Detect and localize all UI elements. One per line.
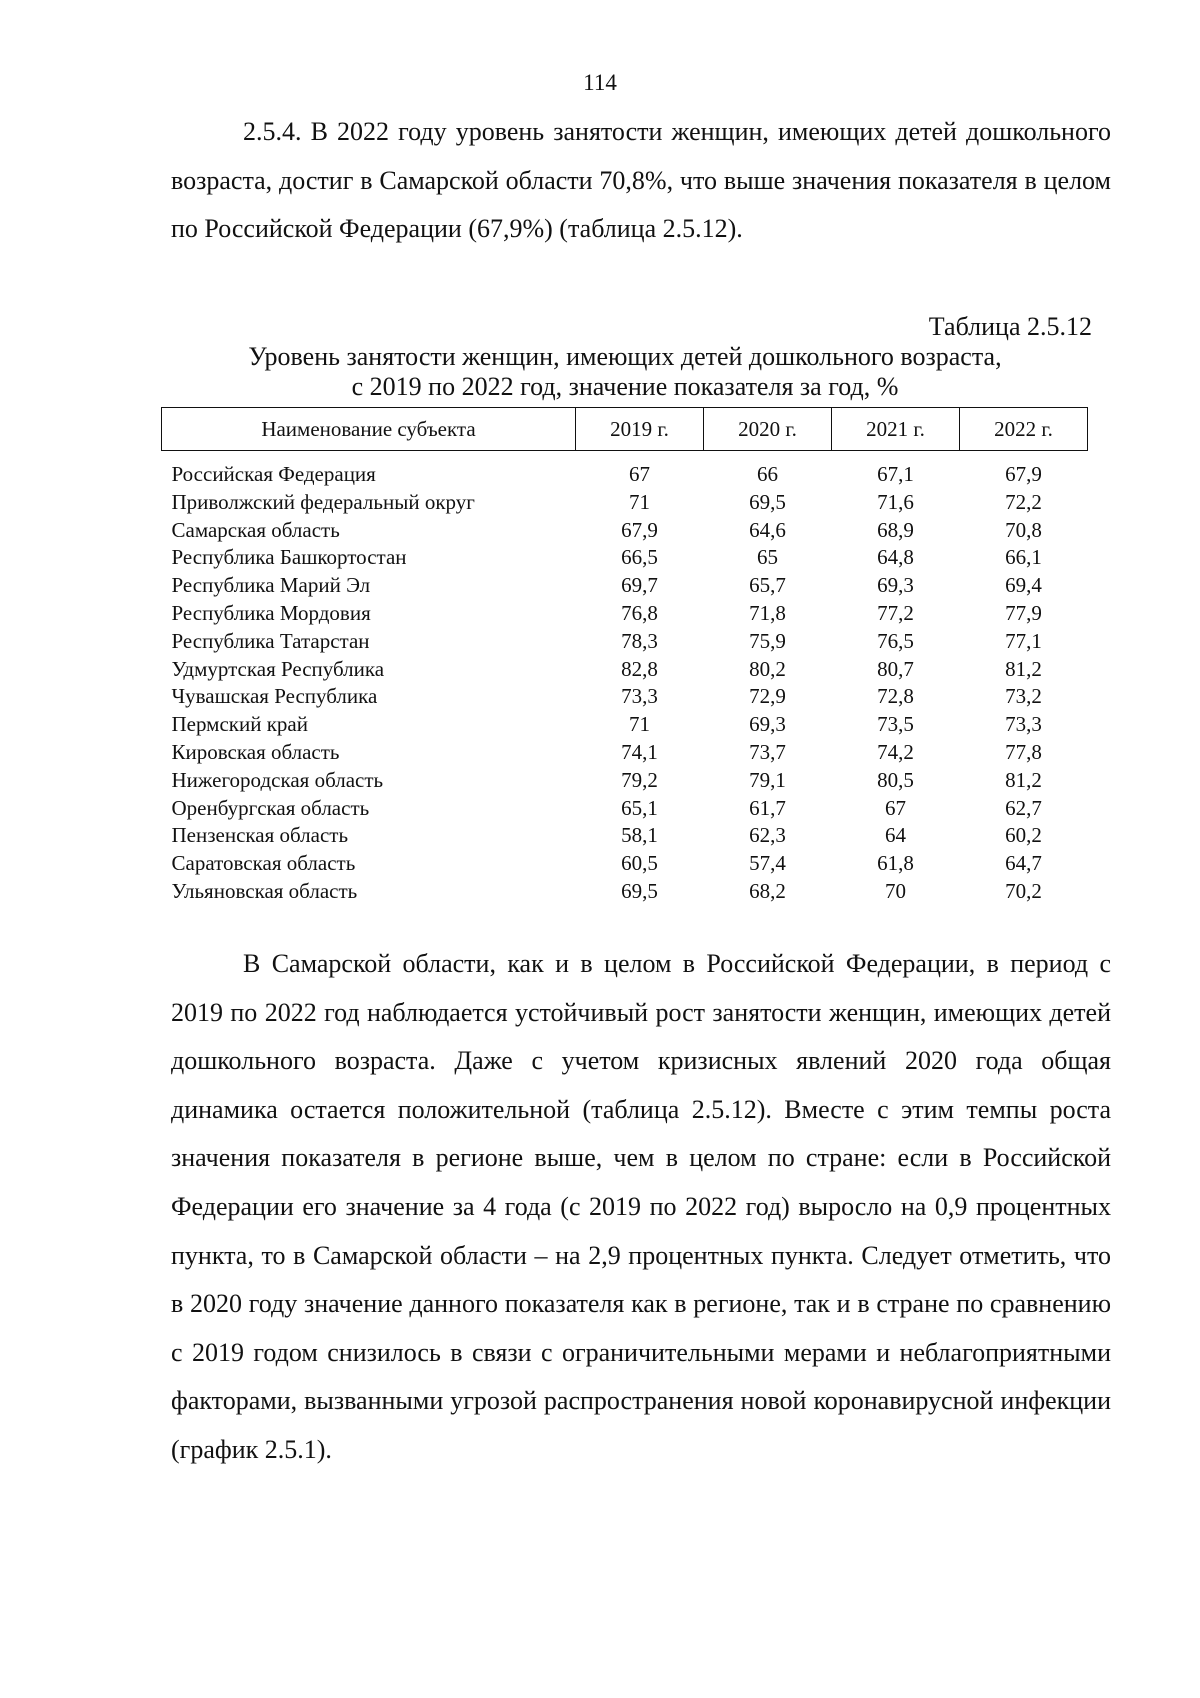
value-2021: 80,7 — [877, 656, 914, 681]
value-2022: 70,8 — [1005, 517, 1042, 542]
value-2019: 66,5 — [621, 545, 658, 570]
table-title-line-2: с 2019 по 2022 год, значение показателя за год, % — [351, 372, 899, 401]
value-2022: 60,2 — [1005, 823, 1042, 848]
page-number: 114 — [583, 70, 617, 95]
value-2021: 73,5 — [877, 712, 914, 737]
value-2019: 76,8 — [621, 600, 658, 625]
value-2020: 80,2 — [749, 656, 786, 681]
value-2020: 71,8 — [749, 600, 786, 625]
value-2021: 64 — [885, 823, 906, 848]
subject-name: Приволжский федеральный округ — [171, 489, 475, 514]
table-header-row — [162, 408, 1088, 451]
subject-name: Республика Башкортостан — [171, 545, 407, 570]
value-2020: 69,3 — [749, 712, 786, 737]
value-2019: 58,1 — [621, 823, 658, 848]
value-2020: 75,9 — [749, 628, 786, 653]
value-2019: 73,3 — [621, 684, 658, 709]
value-2021: 67 — [885, 795, 906, 820]
analysis-paragraph: В Самарской области, как и в целом в Российской Федерации, в период с 2019 по 2022 год наблюдается устойчивый рост занятости женщин, имеющих детей дошкольного возраста. Даже с учетом кризисных явлений 2020 года общая динамика остается положительной (таблица 2.5.12). Вместе с этим темпы роста значения показателя в регионе выше, чем в целом по стране: если в Российской Федерации его значение за 4 года (с 2019 по 2022 год) выросло на 0,9 процентных пункта, то в Самарской области – на 2,9 процентных пункта. Следует отметить, что в 2020 году значение данного показателя как в регионе, так и в стране по сравнению с 2019 годом снизилось в связи с ограничительными мерами и неблагоприятными факторами, вызванными угрозой распространения новой коронавирусной инфекции (график 2.5.1). — [171, 949, 1111, 1464]
column-header-subject: Наименование субъекта — [162, 408, 576, 451]
value-2021: 69,3 — [877, 573, 914, 598]
value-2022: 81,2 — [1005, 656, 1042, 681]
value-2021: 80,5 — [877, 767, 914, 792]
column-header-2021: 2021 г. — [832, 408, 960, 451]
value-2022: 77,9 — [1005, 600, 1042, 625]
value-2020: 57,4 — [749, 851, 786, 876]
value-2022: 72,2 — [1005, 489, 1042, 514]
column-header-2020: 2020 г. — [704, 408, 832, 451]
table-row — [162, 822, 1088, 850]
value-2020: 66 — [757, 462, 778, 486]
subject-name: Российская Федерация — [171, 462, 376, 486]
subject-name: Оренбургская область — [171, 795, 370, 820]
value-2022: 66,1 — [1005, 545, 1042, 570]
column-header-2019: 2019 г. — [576, 408, 704, 451]
subject-name: Ульяновская область — [171, 878, 358, 903]
value-2020: 65 — [757, 545, 778, 570]
value-2020: 79,1 — [749, 767, 786, 792]
table-row — [162, 544, 1088, 572]
value-2021: 71,6 — [877, 489, 914, 514]
value-2020: 73,7 — [749, 739, 786, 764]
value-2020: 69,5 — [749, 489, 786, 514]
value-2022: 62,7 — [1005, 795, 1042, 820]
value-2021: 68,9 — [877, 517, 914, 542]
value-2020: 72,9 — [749, 684, 786, 709]
value-2019: 60,5 — [621, 851, 658, 876]
value-2021: 76,5 — [877, 628, 914, 653]
value-2022: 77,1 — [1005, 628, 1042, 653]
value-2020: 61,7 — [749, 795, 786, 820]
value-2021: 61,8 — [877, 851, 914, 876]
value-2020: 68,2 — [749, 878, 786, 903]
table-title — [160, 342, 1090, 402]
table-row — [162, 656, 1088, 684]
value-2020: 64,6 — [749, 517, 786, 542]
table-row — [162, 795, 1088, 823]
subject-name: Чувашская Республика — [171, 684, 378, 709]
value-2021: 77,2 — [877, 600, 914, 625]
table-row — [162, 878, 1088, 906]
value-2021: 67,1 — [877, 462, 914, 486]
table-row — [162, 683, 1088, 711]
table-row — [162, 517, 1088, 545]
value-2022: 81,2 — [1005, 767, 1042, 792]
value-2021: 64,8 — [877, 545, 914, 570]
value-2019: 69,7 — [621, 573, 658, 598]
value-2021: 74,2 — [877, 739, 914, 764]
value-2019: 71 — [629, 489, 650, 514]
table-row — [162, 489, 1088, 517]
value-2020: 65,7 — [749, 573, 786, 598]
intro-paragraph: 2.5.4. В 2022 году уровень занятости женщин, имеющих детей дошкольного возраста, достиг в Самарской области 70,8%, что выше значения показателя в целом по Российской Федерации (67,9%) (таблица 2.5.12). — [171, 117, 1111, 244]
value-2019: 71 — [629, 712, 650, 737]
value-2022: 77,8 — [1005, 739, 1042, 764]
column-header-2022: 2022 г. — [960, 408, 1088, 451]
table-label: Таблица 2.5.12 — [928, 312, 1092, 341]
value-2019: 67,9 — [621, 517, 658, 542]
subject-name: Республика Марий Эл — [171, 573, 371, 598]
value-2019: 65,1 — [621, 795, 658, 820]
value-2019: 67 — [629, 462, 650, 486]
table-row — [162, 600, 1088, 628]
value-2019: 78,3 — [621, 628, 658, 653]
subject-name: Республика Татарстан — [171, 628, 370, 653]
table-row — [162, 451, 1088, 489]
table-body — [162, 451, 1088, 906]
table-row — [162, 767, 1088, 795]
subject-name: Пензенская область — [171, 823, 349, 848]
value-2022: 64,7 — [1005, 851, 1042, 876]
subject-name: Пермский край — [171, 712, 308, 737]
value-2021: 70 — [885, 878, 906, 903]
subject-name: Кировская область — [171, 739, 340, 764]
value-2019: 79,2 — [621, 767, 658, 792]
subject-name: Удмуртская Республика — [171, 656, 385, 681]
value-2021: 72,8 — [877, 684, 914, 709]
table-row — [162, 739, 1088, 767]
table-title-line-1: Уровень занятости женщин, имеющих детей дошкольного возраста, — [248, 342, 1002, 371]
table-row — [162, 572, 1088, 600]
value-2019: 69,5 — [621, 878, 658, 903]
value-2022: 70,2 — [1005, 878, 1042, 903]
subject-name: Самарская область — [171, 517, 340, 542]
subject-name: Республика Мордовия — [171, 600, 371, 625]
table-row — [162, 628, 1088, 656]
table-row — [162, 711, 1088, 739]
value-2022: 73,3 — [1005, 712, 1042, 737]
value-2022: 67,9 — [1005, 462, 1042, 486]
value-2019: 74,1 — [621, 739, 658, 764]
value-2019: 82,8 — [621, 656, 658, 681]
value-2022: 73,2 — [1005, 684, 1042, 709]
table-row — [162, 850, 1088, 878]
subject-name: Нижегородская область — [171, 767, 384, 792]
value-2020: 62,3 — [749, 823, 786, 848]
value-2022: 69,4 — [1005, 573, 1042, 598]
subject-name: Саратовская область — [171, 851, 356, 876]
employment-table — [161, 407, 1088, 906]
